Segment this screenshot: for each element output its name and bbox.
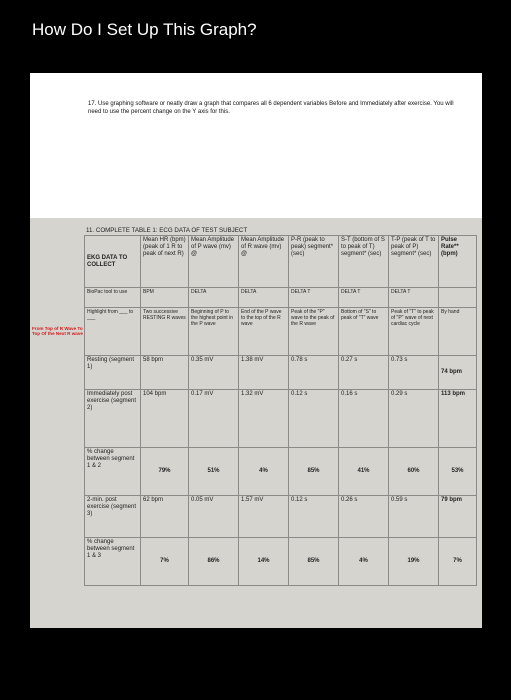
table-row — [85, 448, 477, 496]
desc-cell: Peak of "T" to peak of "P" wave of next cardiac cycle — [389, 308, 439, 356]
data-cell: 53% — [439, 448, 477, 496]
row-label: % change between segment 1 & 3 — [85, 538, 141, 586]
ecg-data-table — [84, 235, 477, 586]
question-text: 17. Use graphing software or neatly draw a graph that compares all 6 dependent variables Before and Immediately after exercise. You will need to use the percent change on the Y axis for this. — [88, 101, 454, 115]
header-cell: P-R (peak to peak) segment* (sec) — [289, 236, 339, 288]
data-cell: 104 bpm — [141, 390, 189, 448]
desc-cell: Two successive RESTING R waves — [141, 308, 189, 356]
tool-cell: DELTA — [189, 288, 239, 308]
tool-cell: BioPac tool to use — [85, 288, 141, 308]
desc-cell: Beginning of P to the highest point in the P wave — [189, 308, 239, 356]
data-cell: 113 bpm — [439, 390, 477, 448]
data-cell: 51% — [189, 448, 239, 496]
data-cell: 0.78 s — [289, 356, 339, 390]
data-cell: 0.35 mV — [189, 356, 239, 390]
data-cell: 4% — [239, 448, 289, 496]
data-cell: 0.27 s — [339, 356, 389, 390]
row-label: Immediately post exercise (segment 2) — [85, 390, 141, 448]
data-cell: 7% — [141, 538, 189, 586]
data-cell: 0.73 s — [389, 356, 439, 390]
header-cell: Mean Amplitude of P wave (mv) @ — [189, 236, 239, 288]
tool-cell — [439, 288, 477, 308]
data-cell: 0.29 s — [389, 390, 439, 448]
row-label: Resting (segment 1) — [85, 356, 141, 390]
desc-cell: Highlight from ___ to ___ — [85, 308, 141, 356]
data-cell: 60% — [389, 448, 439, 496]
table-row — [85, 390, 477, 448]
tool-cell: DELTA T — [339, 288, 389, 308]
header-cell: Pulse Rate** (bpm) — [439, 236, 477, 288]
desc-cell: Peak of the "P" wave to the peak of the R wave — [289, 308, 339, 356]
data-cell: 0.12 s — [289, 390, 339, 448]
header-cell: T-P (peak of T to peak of P) segment* (sec) — [389, 236, 439, 288]
header-cell: Mean HR (bpm) (peak of 1 R to peak of next R) — [141, 236, 189, 288]
data-cell: 79% — [141, 448, 189, 496]
table-photo — [30, 218, 482, 628]
tool-cell: DELTA T — [389, 288, 439, 308]
data-cell: 85% — [289, 448, 339, 496]
header-cell: S-T (bottom of S to peak of T) segment* (sec) — [339, 236, 389, 288]
data-cell: 0.12 s — [289, 496, 339, 538]
bottom-background — [0, 628, 511, 700]
data-cell: 1.32 mV — [239, 390, 289, 448]
desc-cell: Bottom of "S" to peak of "T" wave — [339, 308, 389, 356]
data-cell: 7% — [439, 538, 477, 586]
tool-cell: DELTA — [239, 288, 289, 308]
table-row — [85, 356, 477, 390]
data-cell: 58 bpm — [141, 356, 189, 390]
table-row — [85, 538, 477, 586]
data-cell: 62 bpm — [141, 496, 189, 538]
header-row — [85, 236, 477, 288]
data-cell: 0.26 s — [339, 496, 389, 538]
question-card — [30, 73, 482, 218]
data-cell: 14% — [239, 538, 289, 586]
side-note: From Top of R Wave To Top Of the Next R wave — [32, 326, 83, 337]
tool-cell: DELTA T — [289, 288, 339, 308]
row-label: 2-min. post exercise (segment 3) — [85, 496, 141, 538]
data-cell: 86% — [189, 538, 239, 586]
desc-cell: By hand — [439, 308, 477, 356]
data-cell: 1.57 mV — [239, 496, 289, 538]
page-title: How Do I Set Up This Graph? — [32, 20, 257, 39]
data-cell: 1.38 mV — [239, 356, 289, 390]
data-cell: 79 bpm — [439, 496, 477, 538]
desc-cell: End of the P wave to the top of the R wave — [239, 308, 289, 356]
data-cell: 0.05 mV — [189, 496, 239, 538]
table-row — [85, 496, 477, 538]
data-cell: 74 bpm — [439, 356, 477, 390]
description-row — [85, 308, 477, 356]
data-cell: 0.16 s — [339, 390, 389, 448]
header-cell: Mean Amplitude of R wave (mv) @ — [239, 236, 289, 288]
tool-row — [85, 288, 477, 308]
data-cell: 0.59 s — [389, 496, 439, 538]
table-title: 11. COMPLETE TABLE 1: ECG DATA OF TEST SUBJECT — [86, 227, 248, 234]
row-label: % change between segment 1 & 2 — [85, 448, 141, 496]
tool-cell: BPM — [141, 288, 189, 308]
data-cell: 0.17 mV — [189, 390, 239, 448]
data-cell: 41% — [339, 448, 389, 496]
data-cell: 19% — [389, 538, 439, 586]
header-cell: EKG DATA TO COLLECT — [85, 236, 141, 288]
data-cell: 85% — [289, 538, 339, 586]
data-cell: 4% — [339, 538, 389, 586]
